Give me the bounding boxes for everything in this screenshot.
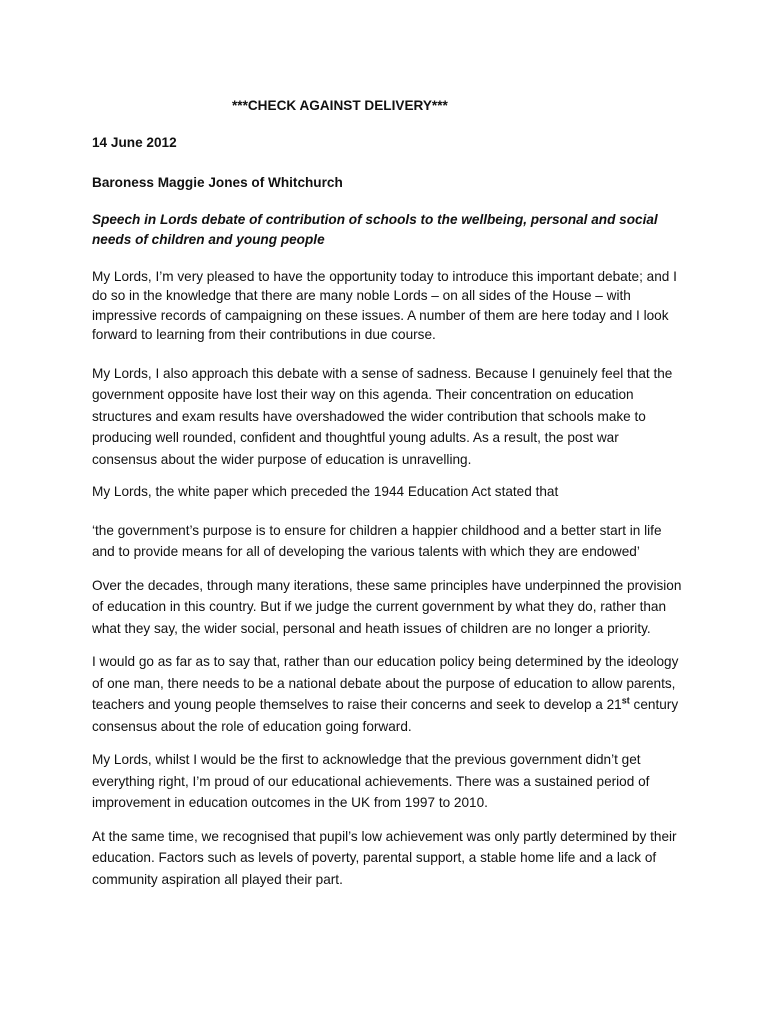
paragraph-low-achievement: At the same time, we recognised that pupil’s low achievement was only partly determined by their education. Factors such as levels of poverty, parental support, a stable home life and a lack of community aspiration all played their part.: [92, 828, 677, 887]
paragraph-sadness: My Lords, I also approach this debate with a sense of sadness. Because I genuinely feel that the government opposite have lost their way on this agenda. Their concentration on education structures and exam results have overshadowed the wider contribution that schools make to producing well rounded, confident and thoughtful young adults. As a result, the post war consensus about the wider purpose of education is unravelling.: [92, 365, 673, 467]
check-against-delivery-notice: ***CHECK AGAINST DELIVERY***: [232, 98, 448, 113]
paragraph-decades: Over the decades, through many iterations, these same principles have underpinned the provision of education in this country. But if we judge the current government by what they do, rather than what they say, the wider social, personal and heath issues of children are no longer a priority.: [92, 577, 682, 636]
speech-date: 14 June 2012: [92, 135, 177, 151]
paragraph-introduction: My Lords, I’m very pleased to have the opportunity today to introduce this important debate; and I do so in the knowledge that there are many noble Lords – on all sides of the House – with impressive records of campaigning on these issues. A number of them are here today and I look forward to learning from their contributions in due course.: [92, 269, 677, 343]
paragraph-national-debate-tail: century consensus about the role of education going forward.: [92, 697, 679, 734]
paragraph-achievements: My Lords, whilst I would be the first to acknowledge that the previous government didn’t get everything right, I’m proud of our educational achievements. There was a sustained period of improvement in education outcomes in the UK from 1997 to 2010.: [92, 752, 650, 811]
paragraph-white-paper: My Lords, the white paper which preceded the 1944 Education Act stated that: [92, 484, 559, 500]
ordinal-superscript: st: [621, 695, 630, 706]
speech-subtitle: Speech in Lords debate of contribution of schools to the wellbeing, personal and social needs of children and young people: [92, 212, 658, 247]
paragraph-national-debate: [92, 651, 682, 737]
paragraph-national-debate-text: I would go as far as to say that, rather than our education policy being determined by the ideology of one man, there needs to be a national debate about the purpose of education to allow parents, teachers and young people themselves to raise their concerns and seek to develop a 21: [92, 654, 679, 713]
paragraph-quote: ‘the government’s purpose is to ensure for children a happier childhood and a better start in life and to provide means for all of developing the various talents with which they are endowed’: [92, 522, 662, 560]
speaker-name: Baroness Maggie Jones of Whitchurch: [92, 174, 343, 190]
speech-document: [92, 96, 682, 902]
